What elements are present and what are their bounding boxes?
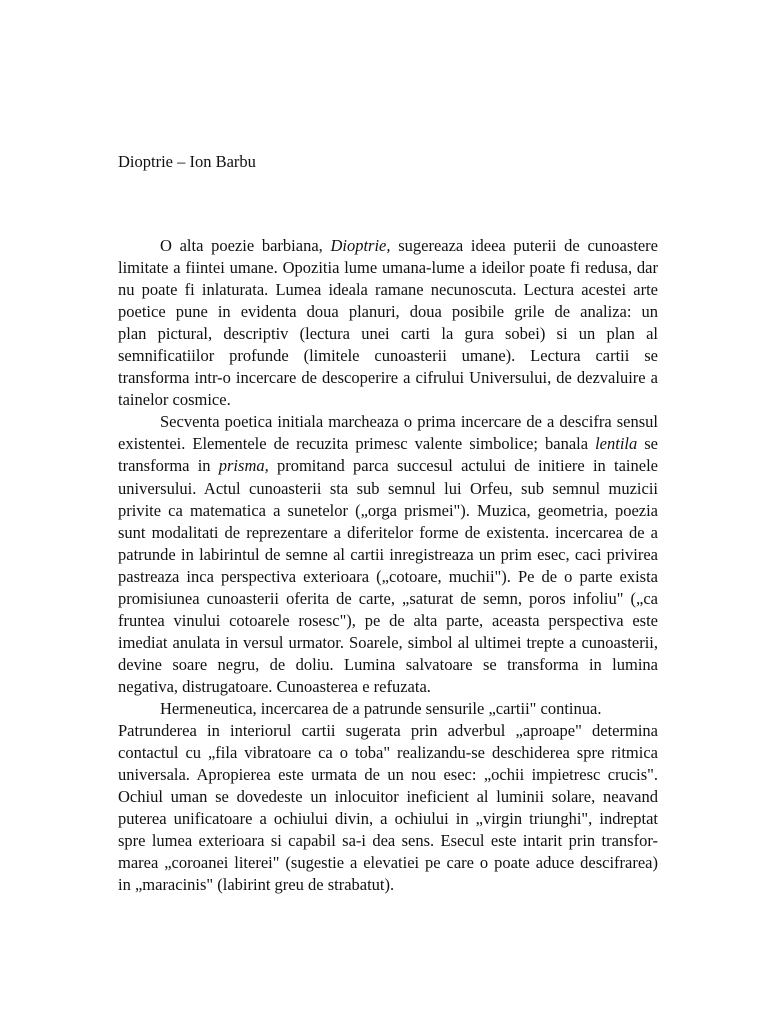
text-line: contactul cu „fila vibratoare ca o toba" realizandu-se deschiderea spre ritmica xyxy=(118,743,658,763)
text-line: imediat anulata in versul urmator. Soarele, simbol al ultimei trepte a cunoasterii, xyxy=(118,632,658,652)
document-title: Dioptrie – Ion Barbu xyxy=(118,152,256,171)
text-line: marea „coroanei literei" (sugestie a elevatiei pe care o poate aduce descifrarea) xyxy=(118,853,658,873)
text-line: negativa, distrugatoare. Cunoasterea e refuzata. xyxy=(118,676,431,696)
text-line: fruntea vinului cotoarele rosesc"), pe de alta parte, aceasta perspectiva este xyxy=(118,610,658,630)
text-line: transforma intr-o incercare de descoperire a cifrului Universului, de dezvaluire a xyxy=(118,368,658,388)
paragraph-1 xyxy=(118,235,658,411)
text-line: promisiunea cunoasterii oferita de carte, „saturat de semn, poros infoliu" („ca xyxy=(118,588,658,608)
text-line: Patrunderea in interiorul cartii sugerata prin adverbul „aproape" determina xyxy=(118,721,658,741)
text-line: patrunde in labirintul de semne al cartii inregistreaza un prim esec, caci privirea xyxy=(118,544,658,564)
text-line: limitate a fiintei umane. Opozitia lume umana-lume a ideilor poate fi redusa, dar xyxy=(118,258,658,278)
text-line: pastreaza inca perspectiva exterioara („cotoare, muchii"). Pe de o parte exista xyxy=(118,566,658,586)
text-line: devine soare negru, de doliu. Lumina salvatoare se transforma in lumina xyxy=(118,654,658,674)
text-line: semnificatiilor profunde (limitele cunoasterii umane). Lectura cartii se xyxy=(118,346,658,366)
text-line: puterea unificatoare a ochiului divin, a ochiului in „virgin triunghi", indreptat xyxy=(118,809,658,829)
text-line: universala. Apropierea este urmata de un nou esec: „ochii impietresc crucis". xyxy=(118,765,658,785)
text-line: O alta poezie barbiana, Dioptrie, sugereaza ideea puterii de cunoastere xyxy=(160,236,658,255)
text-line: existentei. Elementele de recuzita primesc valente simbolice; banala lentila se xyxy=(118,434,659,454)
text-line: poetice pune in evidenta doua planuri, doua posibile grile de analiza: un xyxy=(118,302,658,322)
document-body xyxy=(118,235,658,896)
text-line: universului. Actul cunoasterii sta sub semnul lui Orfeu, sub semnul muzicii xyxy=(118,478,658,498)
paragraph-2 xyxy=(118,411,658,698)
text-line: Hermeneutica, incercarea de a patrunde sensurile „cartii" continua. xyxy=(160,698,602,718)
text-line: nu poate fi inlaturata. Lumea ideala ramane necunoscuta. Lectura acestei arte xyxy=(118,280,658,300)
paragraph-3 xyxy=(118,698,658,896)
text-line: in „maracinis" (labirint greu de strabatut). xyxy=(118,875,395,895)
text-line: tainelor cosmice. xyxy=(118,390,231,410)
text-line: transforma in prisma, promitand parca succesul actului de initiere in tainele xyxy=(118,456,658,476)
text-line: Secventa poetica initiala marcheaza o prima incercare de a descifra sensul xyxy=(160,412,658,432)
text-line: privite ca matematica a sunetelor („orga prismei"). Muzica, geometria, poezia xyxy=(118,500,658,520)
text-line: plan pictural, descriptiv (lectura unei carti la gura sobei) si un plan al xyxy=(118,324,658,344)
text-line: sunt modalitati de reprezentare a diferitelor forme de existenta. incercarea de a xyxy=(118,522,658,542)
text-line: spre lumea exterioara si capabil sa-i dea sens. Esecul este intarit prin transfor- xyxy=(118,831,658,851)
text-line: Ochiul uman se dovedeste un inlocuitor ineficient al luminii solare, neavand xyxy=(118,787,658,807)
